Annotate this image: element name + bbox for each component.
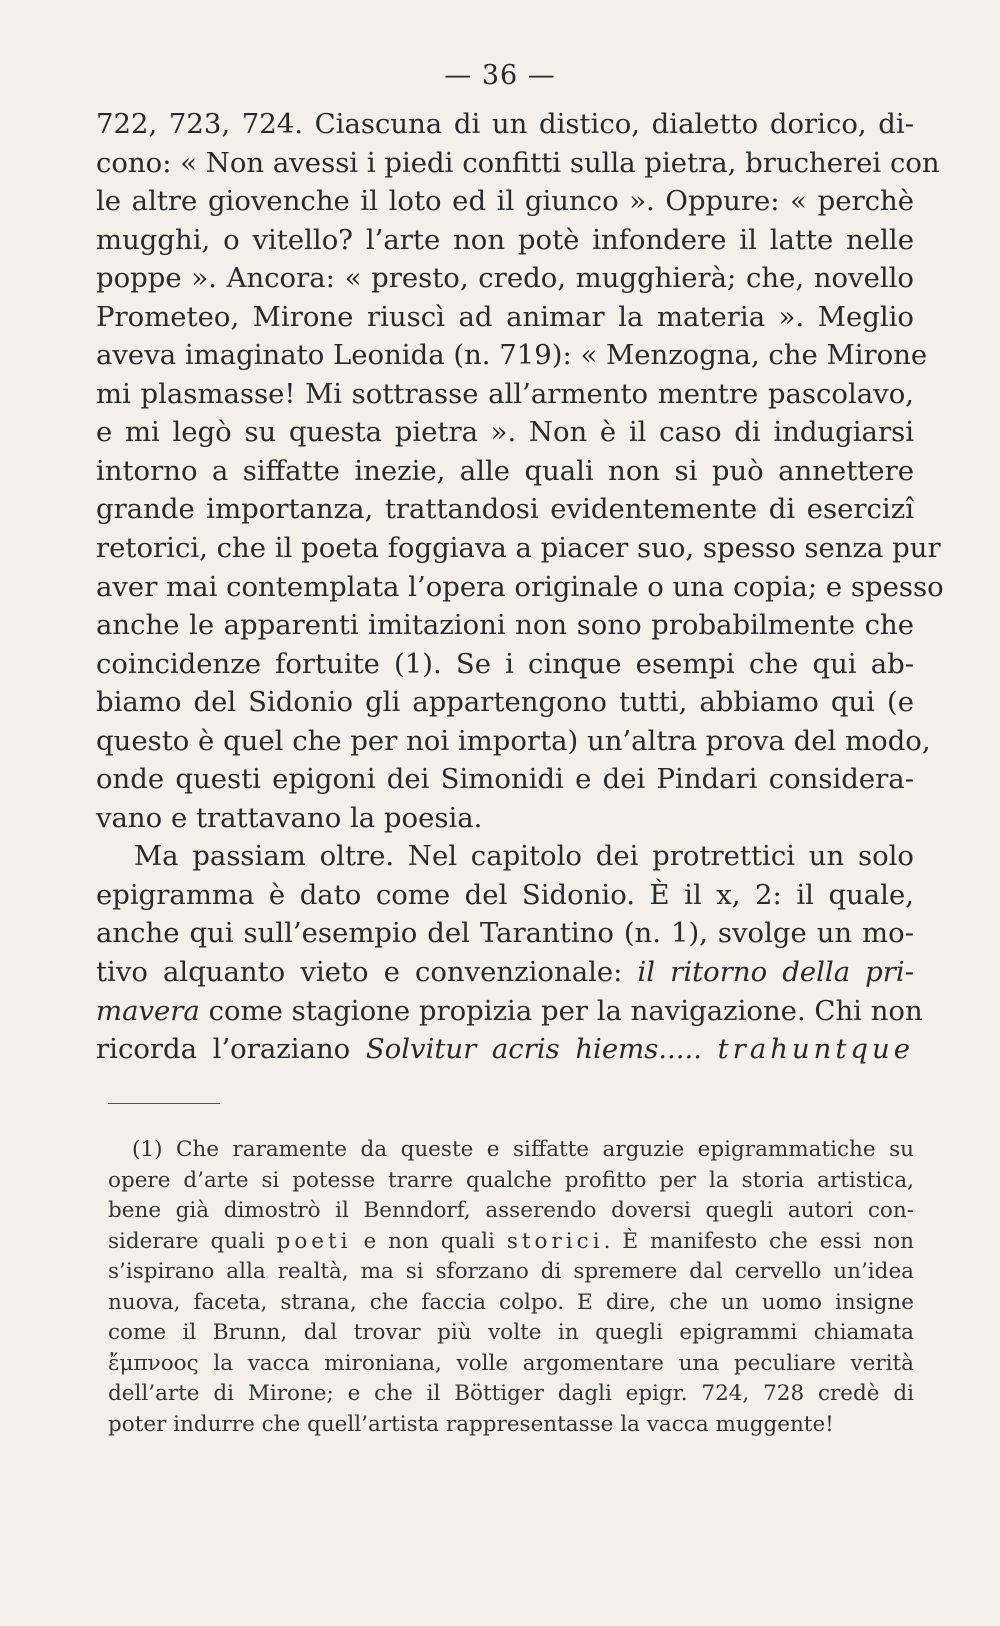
- text-line: mi plasmasse! Mi sottrasse all’armento mentre pascolavo,: [96, 377, 914, 410]
- text-line: onde questi epigoni dei Simonidi e dei Pindari considera-: [96, 763, 914, 796]
- italic-phrase: mavera: [96, 994, 200, 1027]
- text-line: [96, 992, 923, 1031]
- text-line: coincidenze fortuite (1). Se i cinque esempi che qui ab-: [96, 647, 914, 680]
- footnote-line: s’ispirano alla realtà, ma si sforzano di spremere dal cervello un’idea: [108, 1259, 914, 1284]
- text-run: ricorda l’oraziano: [96, 1033, 366, 1066]
- text-line: biamo del Sidonio gli appartengono tutti, abbiamo qui (e: [96, 686, 914, 719]
- text-line: grande importanza, trattandosi evidentemente di esercizî: [96, 493, 914, 526]
- text-line: mugghi, o vitello? l’arte non potè infondere il latte nelle: [96, 223, 914, 256]
- text-line: [96, 953, 914, 992]
- text-line: epigramma è dato come del Sidonio. È il x, 2: il quale,: [96, 878, 914, 911]
- text-line: cono: « Non avessi i piedi confitti sulla pietra, brucherei con: [96, 146, 940, 179]
- italic-phrase: Solvitur acris hiems.....: [365, 1033, 703, 1066]
- footnote-line: [108, 1227, 914, 1258]
- text-line: Prometeo, Mirone riuscì ad animar la materia ». Meglio: [96, 300, 914, 333]
- paragraph-start-line: Ma passiam oltre. Nel capitolo dei protrettici un solo: [134, 840, 914, 873]
- text-line: poppe ». Ancora: « presto, credo, mugghierà; che, novello: [96, 262, 914, 295]
- text-run: siderare quali: [108, 1228, 277, 1254]
- text-line: retorici, che il poeta foggiava a piacer suo, spesso senza pur: [96, 532, 941, 565]
- footnote-line: opere d’arte si potesse trarre qualche profitto per la storia artistica,: [108, 1167, 914, 1193]
- text-line: anche le apparenti imitazioni non sono probabilmente che: [96, 609, 914, 642]
- footnote-line: (1) Che raramente da queste e siffatte arguzie epigrammatiche su: [132, 1137, 914, 1162]
- text-run: e non quali: [351, 1228, 507, 1254]
- text-run: . È manifesto che essi non: [603, 1228, 914, 1254]
- footnote-line: bene già dimostrò il Benndorf, asserendo doversi quegli autori con-: [108, 1198, 914, 1223]
- footnote-line: dell’arte di Mirone; e che il Böttiger dagli epigr. 724, 728 credè di: [108, 1381, 914, 1406]
- text-line: vano e trattavano la poesia.: [96, 801, 483, 834]
- text-line: le altre giovenche il loto ed il giunco ». Oppure: « perchè: [96, 185, 914, 218]
- text-line: intorno a siffatte inezie, alle quali non si può annettere: [96, 454, 914, 487]
- spaced-word: storici: [506, 1228, 604, 1254]
- text-line: aver mai contemplata l’opera originale o una copia; e spesso: [96, 570, 944, 603]
- footnote-line: ἔμπνοος la vacca mironiana, volle argomentare una peculiare verità: [108, 1350, 914, 1376]
- footnote-line: nuova, faceta, strana, che faccia colpo. E dire, che un uomo insigne: [108, 1289, 914, 1315]
- page-number: — 36 —: [444, 60, 556, 91]
- text-line: e mi legò su questa pietra ». Non è il caso di indugiarsi: [96, 416, 914, 449]
- footnote-separator: [108, 1103, 220, 1104]
- text-line: aveva imaginato Leonida (n. 719): « Menzogna, che Mirone: [96, 339, 928, 372]
- text-line: 722, 723, 724. Ciascuna di un distico, dialetto dorico, di-: [96, 108, 914, 140]
- text-line: questo è quel che per noi importa) un’altra prova del modo,: [96, 724, 931, 757]
- footnote: [108, 1135, 914, 1440]
- footnote-line: poter indurre che quell’artista rappresentasse la vacca muggente!: [108, 1411, 834, 1437]
- spaced-word: poeti: [276, 1228, 352, 1254]
- main-text: [96, 105, 944, 1069]
- footnote-line: come il Brunn, dal trovar più volte in quegli epigrammi chiamata: [108, 1320, 914, 1345]
- text-line: anche qui sull’esempio del Tarantino (n. 1), svolge un mo-: [96, 917, 914, 950]
- italic-phrase: il ritorno della pri-: [637, 956, 915, 989]
- text-run: tivo alquanto vieto e convenzionale:: [96, 956, 638, 989]
- text-line: [96, 1030, 914, 1069]
- spaced-italic-word: trahuntque: [717, 1033, 914, 1066]
- text-run: come stagione propizia per la navigazione. Chi non: [199, 994, 923, 1027]
